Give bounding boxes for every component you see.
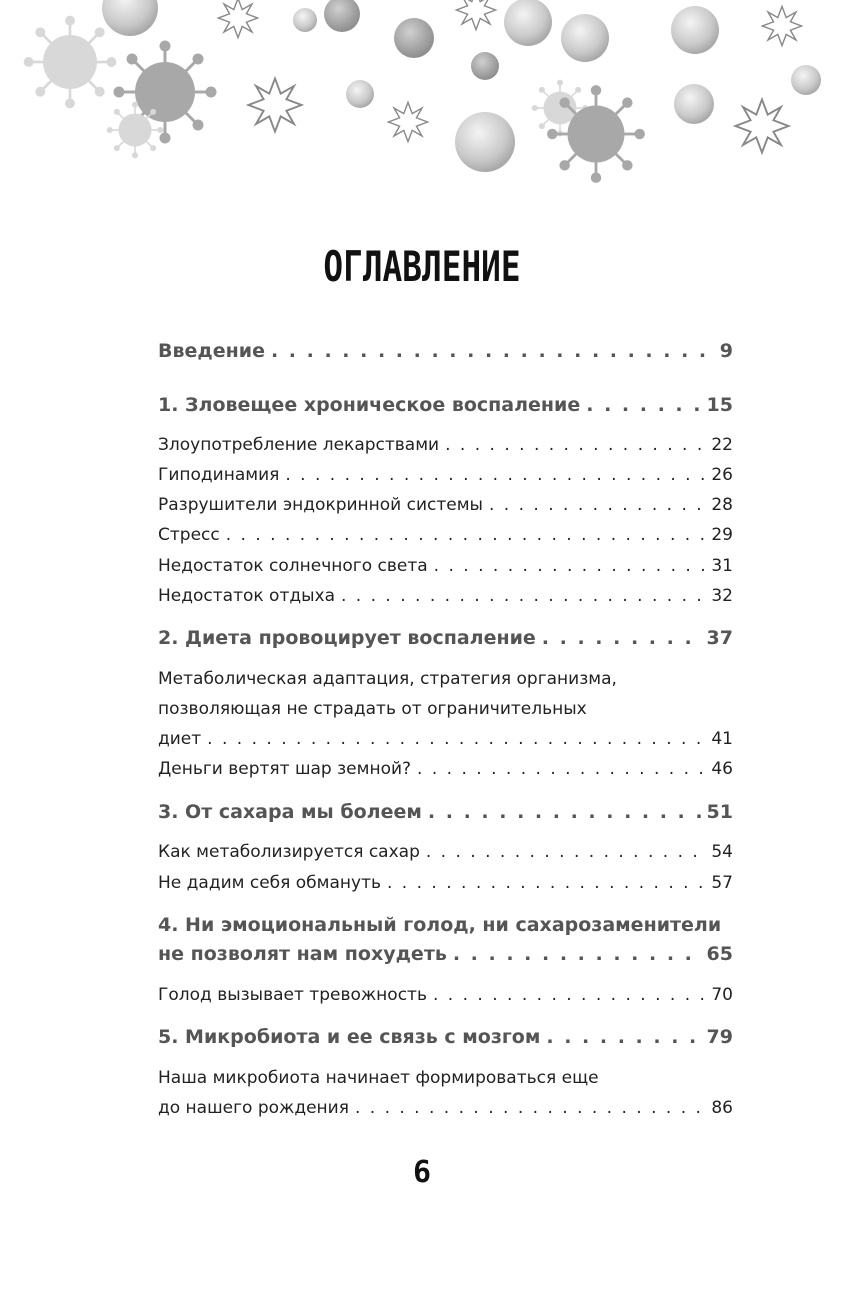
toc-leader-dots — [285, 465, 705, 485]
toc-leader-dots — [546, 1026, 700, 1048]
page-number: 6 — [412, 1155, 432, 1190]
toc-entry-wrapped-line: 4. Ни эмоциональный голод, ни сахарозаменители — [158, 914, 722, 936]
toc-entry-chapter-5[interactable] — [158, 1026, 733, 1048]
toc-page-number: 70 — [711, 985, 733, 1005]
toc-entry-section[interactable] — [158, 729, 733, 749]
toc-leader-dots — [271, 340, 714, 362]
toc-leader-dots — [489, 495, 705, 515]
toc-page-number: 79 — [706, 1026, 733, 1048]
toc-entry-section[interactable] — [158, 586, 733, 606]
toc-entry-label: не позволят нам похудеть — [158, 943, 447, 965]
toc-entry-section[interactable] — [158, 465, 733, 485]
toc-leader-dots — [542, 627, 701, 649]
toc-entry-section[interactable] — [158, 525, 733, 545]
toc-leader-dots — [428, 801, 701, 823]
toc-entry-chapter-4[interactable] — [158, 943, 733, 965]
toc-leader-dots — [417, 759, 705, 779]
toc-page-number: 51 — [706, 801, 733, 823]
toc-entry-label: Злоупотребление лекарствами — [158, 435, 440, 455]
toc-leader-dots — [387, 873, 705, 893]
toc-entry-section[interactable] — [158, 759, 733, 779]
toc-entry-section[interactable] — [158, 435, 733, 455]
decorative-virus-header — [0, 0, 844, 200]
toc-entry-label: Деньги вертят шар земной? — [158, 759, 412, 779]
toc-entry-section[interactable] — [158, 842, 733, 862]
toc-page-number: 29 — [711, 525, 733, 545]
toc-page-number: 32 — [711, 586, 733, 606]
toc-page-number: 86 — [711, 1098, 733, 1118]
toc-entry-chapter-3[interactable] — [158, 801, 733, 823]
toc-leader-dots — [453, 943, 701, 965]
toc-page-number: 31 — [711, 556, 733, 576]
toc-entry-label: 5. Микробиота и ее связь с мозгом — [158, 1026, 541, 1048]
toc-entry-section[interactable] — [158, 495, 733, 515]
toc-page-number: 41 — [711, 729, 733, 749]
toc-leader-dots — [434, 556, 706, 576]
toc-leader-dots — [207, 729, 705, 749]
toc-leader-dots — [226, 525, 706, 545]
toc-entry-wrapped-line: Наша микробиота начинает формироваться еще — [158, 1068, 599, 1088]
toc-page-number: 37 — [706, 627, 733, 649]
toc-page-number: 26 — [711, 465, 733, 485]
toc-entry-label: 3. От сахара мы болеем — [158, 801, 422, 823]
toc-page-number: 28 — [711, 495, 733, 515]
toc-entry-label: 1. Зловещее хроническое воспаление — [158, 394, 581, 416]
toc-page-number: 46 — [711, 759, 733, 779]
toc-entry-label: Гиподинамия — [158, 465, 280, 485]
toc-entry-label: до нашего рождения — [158, 1098, 349, 1118]
toc-entry-chapter-2[interactable] — [158, 627, 733, 649]
toc-entry-label: Недостаток солнечного света — [158, 556, 428, 576]
toc-entry-section[interactable] — [158, 556, 733, 576]
toc-page-number: 65 — [706, 943, 733, 965]
toc-page-number: 9 — [719, 340, 733, 362]
toc-entry-label: Как метаболизируется сахар — [158, 842, 420, 862]
toc-entry-label: Недостаток отдыха — [158, 586, 335, 606]
toc-entry-intro[interactable] — [158, 340, 733, 362]
toc-page-number: 54 — [711, 842, 733, 862]
toc-page-number: 15 — [706, 394, 733, 416]
toc-leader-dots — [433, 985, 705, 1005]
toc-entry-label: 2. Диета провоцирует воспаление — [158, 627, 536, 649]
toc-entry-label: Разрушители эндокринной системы — [158, 495, 483, 515]
toc-entry-label: Введение — [158, 340, 265, 362]
toc-entry-section[interactable] — [158, 985, 733, 1005]
toc-leader-dots — [355, 1098, 705, 1118]
toc-entry-section[interactable] — [158, 1098, 733, 1118]
toc-entry-section[interactable] — [158, 873, 733, 893]
toc-leader-dots — [341, 586, 705, 606]
toc-leader-dots — [426, 842, 705, 862]
toc-entry-label: Не дадим себя обмануть — [158, 873, 381, 893]
toc-entry-label: Стресс — [158, 525, 220, 545]
toc-entry-wrapped-line: позволяющая не страдать от ограничительных — [158, 699, 587, 719]
toc-page-number: 57 — [711, 873, 733, 893]
toc-entry-chapter-1[interactable] — [158, 394, 733, 416]
toc-entry-label: Голод вызывает тревожность — [158, 985, 427, 1005]
toc-leader-dots — [586, 394, 700, 416]
toc-entry-wrapped-line: Метаболическая адаптация, стратегия организма, — [158, 669, 617, 689]
toc-entry-label: диет — [158, 729, 202, 749]
page-title: ОГЛАВЛЕНИЕ — [323, 242, 521, 291]
toc-page-number: 22 — [711, 435, 733, 455]
toc-leader-dots — [445, 435, 705, 455]
